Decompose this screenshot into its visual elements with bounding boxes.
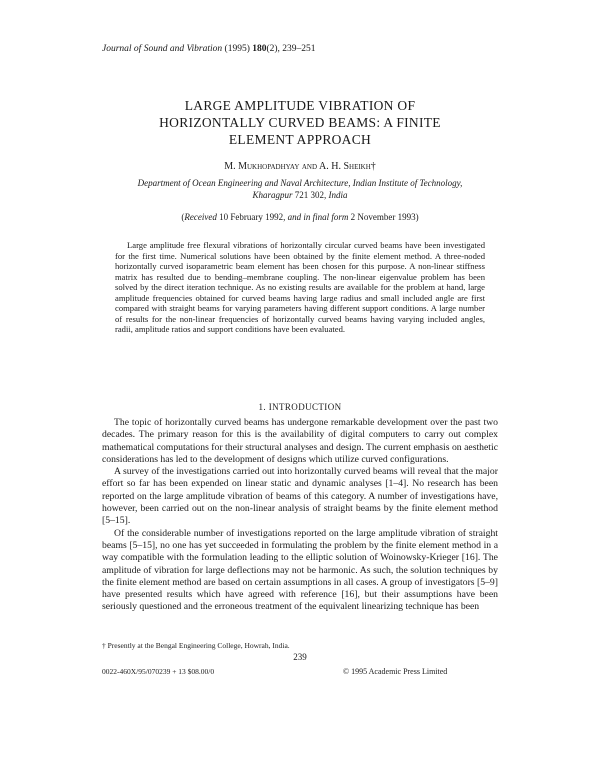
title-line: ELEMENT APPROACH	[228, 132, 372, 147]
received-close: )	[415, 212, 419, 222]
copyright: © 1995 Academic Press Limited	[343, 667, 448, 676]
title-line: LARGE AMPLITUDE VIBRATION OF	[184, 98, 416, 113]
affiliation-line-1: Department of Ocean Engineering and Naval Architecture, Indian Institute of Technology,	[137, 178, 463, 188]
body-text	[102, 417, 498, 614]
paragraph: A survey of the investigations carried out into horizontally curved beams will reveal that the major effort so far has been expended on linear static and dynamic analyses [1–4]. No research has been reported on the large amplitude vibration of beams of this category. A number of investigations have, however, been carried out on the non-linear analysis of straight beams by the finite element method [5–15].	[102, 466, 498, 527]
journal-header	[102, 44, 316, 54]
affiliation-country: India	[328, 190, 348, 200]
article-code: 0022-460X/95/070239 + 13 $08.00/0	[102, 667, 215, 676]
affiliation-postcode: 721 302,	[294, 190, 327, 200]
final-date: 2 November 1993	[350, 212, 416, 222]
section-heading: 1. INTRODUCTION	[258, 402, 342, 412]
paragraph: The topic of horizontally curved beams has undergone remarkable development over the past two decades. The primary reason for this is the availability of digital computers to carry out complex mathematical computations for their structural analyses and design. The current emphasis on aesthetic considerations has led to the development of designs which utilize curved configurations.	[102, 417, 498, 465]
dagger-mark: †	[370, 161, 376, 172]
final-form-label: and in final form	[287, 212, 349, 222]
author-1-initial: M.	[224, 161, 236, 172]
received-dates	[100, 212, 500, 222]
authors	[100, 161, 500, 172]
author-1-surname: Mukhopadhyay	[238, 161, 300, 172]
journal-issue: (2), 239–251	[266, 44, 316, 54]
journal-name: Journal of Sound and Vibration	[102, 44, 223, 54]
affiliation	[108, 177, 492, 201]
received-open: (	[181, 212, 185, 222]
footnote: † Presently at the Bengal Engineering College, Howrah, India.	[102, 641, 290, 650]
journal-volume: 180	[252, 44, 267, 54]
received-label: Received	[184, 212, 217, 222]
journal-year: (1995)	[224, 44, 250, 54]
author-2-surname: Sheikh	[343, 161, 371, 172]
title-line: HORIZONTALLY CURVED BEAMS: A FINITE	[159, 115, 441, 130]
affiliation-city: Kharagpur	[252, 190, 293, 200]
author-2-initial: A. H.	[319, 161, 341, 172]
received-date: 10 February 1992,	[219, 212, 286, 222]
paragraph: Of the considerable number of investigations reported on the large amplitude vibration of straight beams [5–15], no one has yet succeeded in formulating the problem by the finite element method in a way compatible with the formulation leading to the elliptic solution of Woinowsky-Krieger [16]. The amplitude of vibration for large deflections may not be harmonic. As such, the solution techniques by the finite element method are based on certain assumptions in all cases. A group of investigators [5–9] have presented results which have agreed with reference [16], but their assumptions have been seriously questioned and the erroneous treatment of the equivalent linearizing technique has been	[102, 527, 498, 613]
page-number: 239	[293, 652, 307, 662]
abstract: Large amplitude free flexural vibrations of horizontally circular curved beams have been investigated for the first time. Numerical solutions have been obtained by the finite element method. A three-noded horizontally curved isoparametric beam element has been chosen for this purpose. A non-linear stiffness matrix has resulted due to bending–membrane coupling. The non-linear eigenvalue problem has been solved by the direct iteration technique. As no existing results are available for the problem at hand, large amplitude frequencies obtained for curved beams having large radius and small included angle are first compared with straight beams for varying parameters having different support conditions. A large number of results for the non-linear frequencies of horizontally curved beams having varying included angles, radii, amplitude ratios and support conditions have been evaluated.	[115, 240, 485, 334]
paper-title	[100, 97, 500, 148]
author-and: and	[301, 161, 318, 172]
